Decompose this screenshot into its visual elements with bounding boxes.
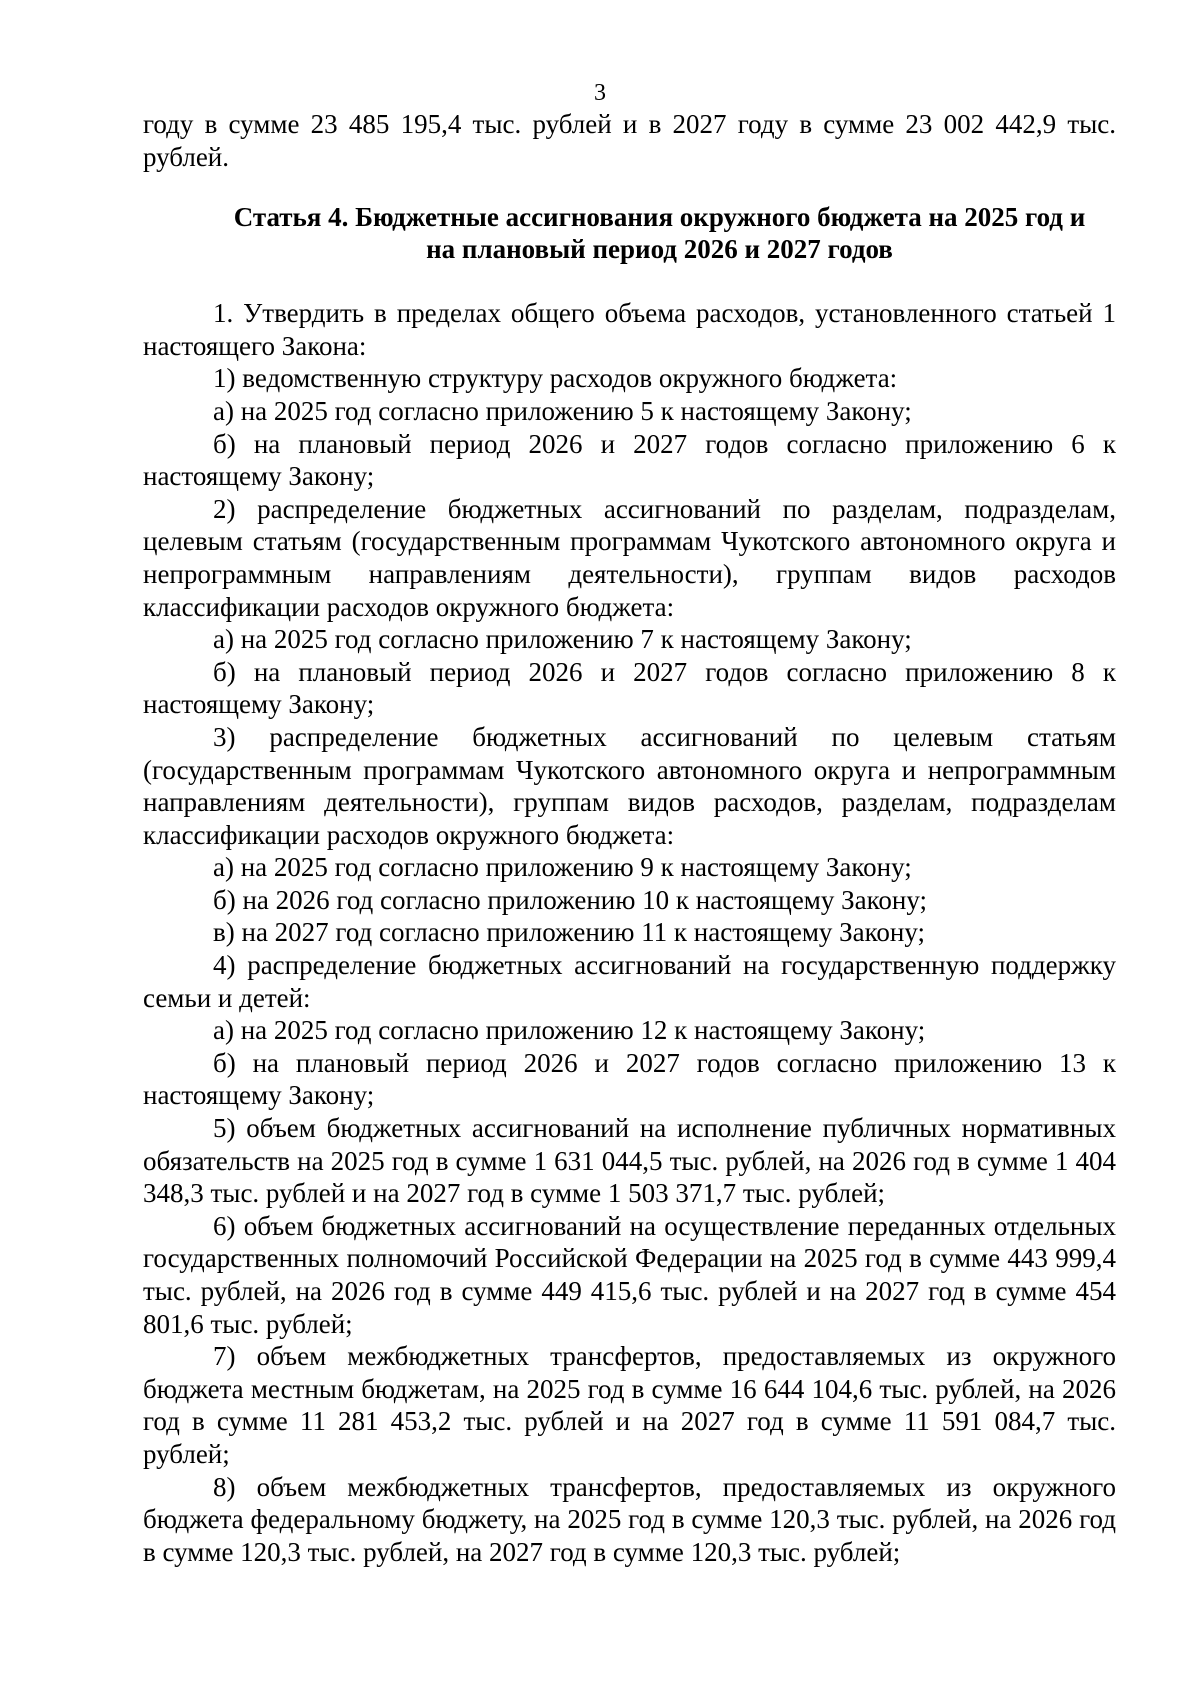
- paragraph-item-2b: б) на плановый период 2026 и 2027 годов согласно приложению 8 к настоящему Закону;: [143, 656, 1116, 720]
- paragraph-item-3b: б) на 2026 год согласно приложению 10 к настоящему Закону;: [213, 884, 927, 915]
- paragraph-item-8: 8) объем межбюджетных трансфертов, предоставляемых из окружного бюджета федеральному бюджету, на 2025 год в сумме 120,3 тыс. рублей, на 2026 год в сумме 120,3 тыс. рублей, на 2027 год в сумме 120,3 тыс. рублей;: [143, 1471, 1116, 1567]
- paragraph-item-4a: а) на 2025 год согласно приложению 12 к настоящему Закону;: [213, 1015, 926, 1046]
- article-heading-line-2: на плановый период 2026 и 2027 годов: [426, 234, 893, 265]
- paragraph-item-1a: а) на 2025 год согласно приложению 5 к настоящему Закону;: [213, 395, 912, 426]
- paragraph-item-1b: б) на плановый период 2026 и 2027 годов согласно приложению 6 к настоящему Закону;: [143, 428, 1116, 492]
- paragraph-item-3a: а) на 2025 год согласно приложению 9 к настоящему Закону;: [213, 852, 912, 883]
- paragraph-item-2: 2) распределение бюджетных ассигнований по разделам, подразделам, целевым статьям (государственным программам Чукотского автономного округа и непрограммным направлениям деятельности), группам видов расходов классификации расходов окружного бюджета:: [143, 493, 1116, 622]
- page-number: 3: [594, 80, 606, 106]
- article-heading-line-1: Статья 4. Бюджетные ассигнования окружного бюджета на 2025 год и: [233, 202, 1086, 233]
- intro-continuation: году в сумме 23 485 195,4 тыс. рублей и в 2027 году в сумме 23 002 442,9 тыс. рублей.: [143, 109, 1116, 172]
- paragraph-item-2a: а) на 2025 год согласно приложению 7 к настоящему Закону;: [213, 624, 912, 655]
- paragraph-item-6: 6) объем бюджетных ассигнований на осуществление переданных отдельных государственных полномочий Российской Федерации на 2025 год в сумме 443 999,4 тыс. рублей, на 2026 год в сумме 449 415,6 тыс. рублей и на 2027 год в сумме 454 801,6 тыс. рублей;: [143, 1210, 1116, 1339]
- document-body: [143, 108, 1116, 1568]
- paragraph-item-7: 7) объем межбюджетных трансфертов, предоставляемых из окружного бюджета местным бюджетам, на 2025 год в сумме 16 644 104,6 тыс. рублей, на 2026 год в сумме 11 281 453,2 тыс. рублей и на 2027 год в сумме 11 591 084,7 тыс. рублей;: [143, 1341, 1116, 1469]
- paragraph-item-3c: в) на 2027 год согласно приложению 11 к настоящему Закону;: [213, 917, 926, 948]
- paragraph-item-4b: б) на плановый период 2026 и 2027 годов согласно приложению 13 к настоящему Закону;: [143, 1047, 1116, 1111]
- paragraph-item-1: 1) ведомственную структуру расходов окружного бюджета:: [213, 363, 898, 394]
- paragraph-item-4: 4) распределение бюджетных ассигнований на государственную поддержку семьи и детей:: [143, 950, 1116, 1013]
- spacer: [143, 265, 1116, 297]
- paragraph-item-5: 5) объем бюджетных ассигнований на исполнение публичных нормативных обязательств на 2025 год в сумме 1 631 044,5 тыс. рублей, на 2026 год в сумме 1 404 348,3 тыс. рублей и на 2027 год в сумме 1 503 371,7 тыс. рублей;: [143, 1113, 1116, 1209]
- paragraph-1: 1. Утвердить в пределах общего объема расходов, установленного статьей 1 настоящего Закона:: [143, 298, 1116, 361]
- spacer: [143, 173, 1116, 201]
- paragraph-item-3: 3) распределение бюджетных ассигнований по целевым статьям (государственным программам Чукотского автономного округа и непрограммным направлениям деятельности), группам видов расходов, разделам, подразделам классификации расходов окружного бюджета:: [143, 721, 1116, 850]
